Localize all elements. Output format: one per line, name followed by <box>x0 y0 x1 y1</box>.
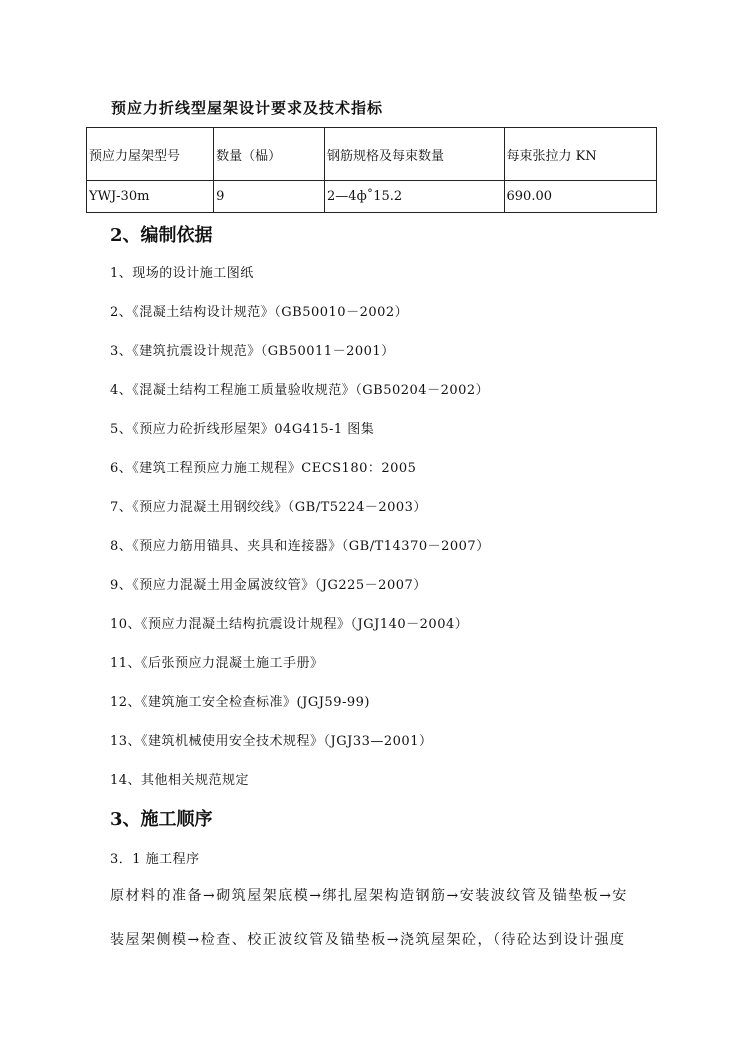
list-item: 11、《后张预应力混凝土施工手册》 <box>110 656 324 671</box>
list-item: 1、现场的设计施工图纸 <box>110 266 254 281</box>
list-item: 7、《预应力混凝土用钢绞线》（GB/T5224－2003） <box>110 500 427 515</box>
list-item: 5、《预应力砼折线形屋架》04G415-1 图集 <box>110 422 375 437</box>
list-item: 6、《建筑工程预应力施工规程》CECS180：2005 <box>110 461 417 476</box>
paragraph-line: 装屋架侧模→检查、校正波纹管及锚垫板→浇筑屋架砼，（待砼达到设计强度 <box>110 932 626 948</box>
list-item: 10、《预应力混凝土结构抗震设计规程》（JGJ140－2004） <box>110 617 469 632</box>
subsection-heading: 3．1 施工程序 <box>110 852 200 867</box>
list-item: 8、《预应力筋用锚具、夹具和连接器》（GB/T14370－2007） <box>110 539 490 554</box>
section-heading-basis: 2、编制依据 <box>110 225 213 246</box>
table-header-cell: 钢筋规格及每束数量 <box>325 128 504 181</box>
table-header-cell: 预应力屋架型号 <box>87 128 214 181</box>
table-header-row <box>87 128 657 181</box>
table-cell: 9 <box>214 181 325 213</box>
paragraph-line: 原材料的准备→砌筑屋架底模→绑扎屋架构造钢筋→安装波纹管及锚垫板→安 <box>110 888 628 904</box>
list-item: 12、《建筑施工安全检查标准》(JGJ59-99) <box>110 695 370 710</box>
table-header-cell: 每束张拉力 KN <box>504 128 657 181</box>
list-item: 14、其他相关规范规定 <box>110 773 250 788</box>
list-item: 3、《建筑抗震设计规范》（GB50011－2001） <box>110 344 395 359</box>
list-item: 13、《建筑机械使用安全技术规程》（JGJ33—2001） <box>110 734 433 749</box>
spec-table <box>86 127 657 213</box>
table-header-cell: 数量（榀） <box>214 128 325 181</box>
table-title: 预应力折线型屋架设计要求及技术指标 <box>111 99 384 117</box>
table-cell: 690.00 <box>504 181 657 213</box>
list-item: 2、《混凝土结构设计规范》（GB50010－2002） <box>110 305 409 320</box>
table-cell: 2—4ф˚15.2 <box>325 181 504 213</box>
section-heading-sequence: 3、施工顺序 <box>110 809 213 830</box>
table-row <box>87 181 657 213</box>
list-item: 9、《预应力混凝土用金属波纹管》（JG225－2007） <box>110 578 427 593</box>
list-item: 4、《混凝土结构工程施工质量验收规范》（GB50204－2002） <box>110 383 490 398</box>
table-cell: YWJ-30m <box>87 181 214 213</box>
